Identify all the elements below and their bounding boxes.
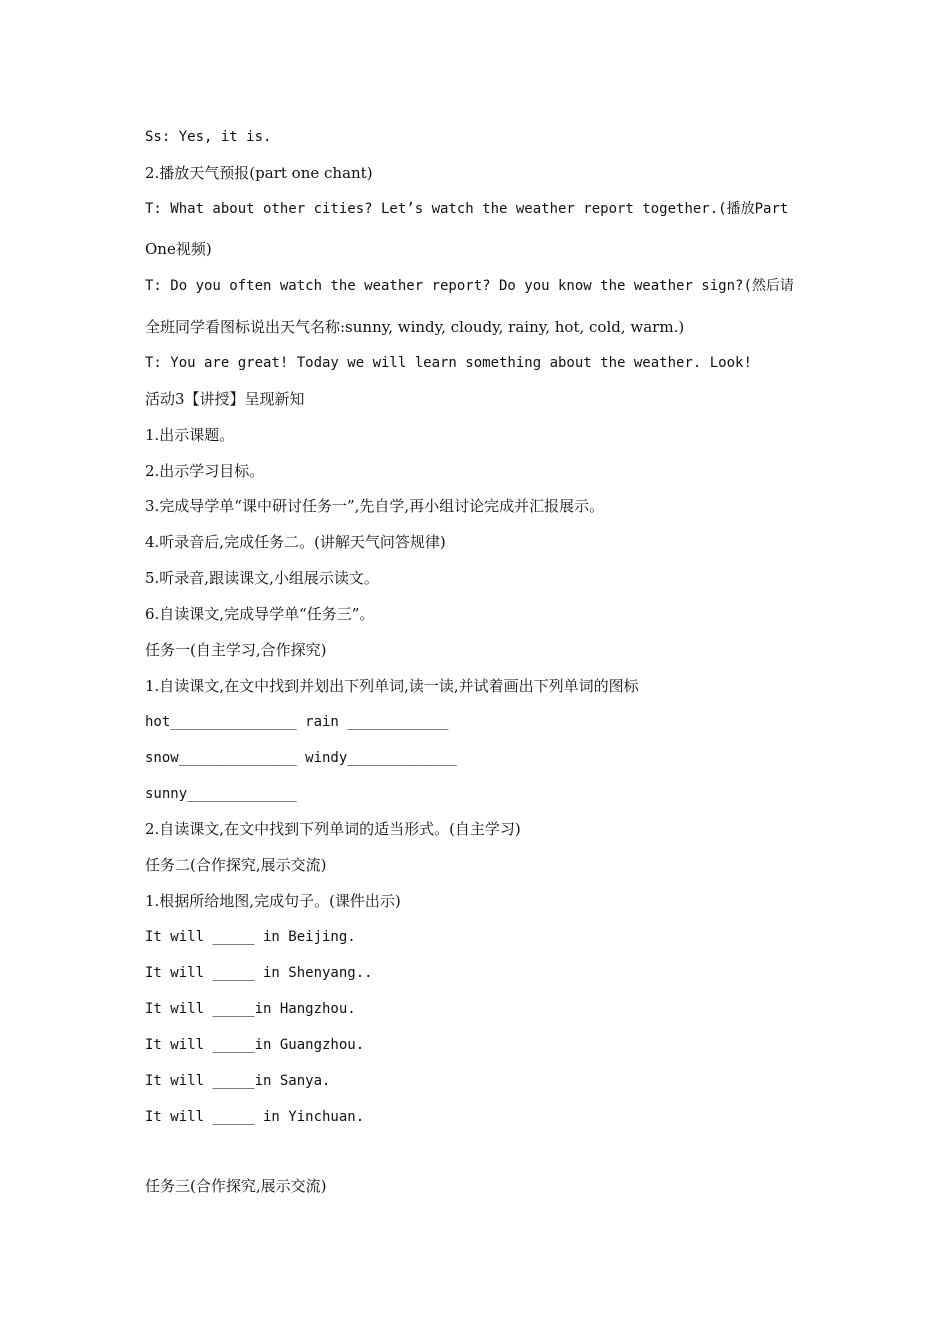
text-line: 2.自读课文,在文中找到下列单词的适当形式。(自主学习) <box>145 820 521 838</box>
fill-blank-line: sunny_____________ <box>145 786 297 802</box>
text-line: 1.根据所给地图,完成句子。(课件出示) <box>145 892 401 910</box>
task-heading: 任务三(合作探究,展示交流) <box>145 1177 327 1195</box>
fill-blank-line: It will _____ in Yinchuan. <box>145 1109 365 1125</box>
text-line: 4.听录音后,完成任务二。(讲解天气问答规律) <box>145 533 446 551</box>
text-line: 1.自读课文,在文中找到并划出下列单词,读一读,并试着画出下列单词的图标 <box>145 677 639 695</box>
text-line: T: Do you often watch the weather report? Do you know the weather sign?(然后请 <box>145 278 794 294</box>
text-line: 5.听录音,跟读课文,小组展示读文。 <box>145 569 379 587</box>
text-line: 3.完成导学单“课中研讨任务一”,先自学,再小组讨论完成并汇报展示。 <box>145 497 605 515</box>
text-line: 1.出示课题。 <box>145 426 235 444</box>
text-line: 全班同学看图标说出天气名称:sunny, windy, cloudy, rainy, hot, cold, warm.) <box>145 318 685 336</box>
fill-blank-line: It will _____in Sanya. <box>145 1073 331 1089</box>
task-heading: 任务一(自主学习,合作探究) <box>145 641 327 659</box>
fill-blank-line: hot_______________ rain ____________ <box>145 714 449 730</box>
text-line: 2.播放天气预报(part one chant) <box>145 164 373 182</box>
fill-blank-line: It will _____ in Beijing. <box>145 929 356 945</box>
text-line: One视频) <box>145 240 212 258</box>
text-line: T: You are great! Today we will learn something about the weather. Look! <box>145 355 752 371</box>
fill-blank-line: snow______________ windy_____________ <box>145 750 457 766</box>
text-line: 6.自读课文,完成导学单“任务三”。 <box>145 605 375 623</box>
fill-blank-line: It will _____in Guangzhou. <box>145 1037 365 1053</box>
text-line: T: What about other cities? Let’s watch the weather report together.(播放Part <box>145 201 789 217</box>
fill-blank-line: It will _____ in Shenyang.. <box>145 965 373 981</box>
fill-blank-line: It will _____in Hangzhou. <box>145 1001 356 1017</box>
text-line: 2.出示学习目标。 <box>145 462 265 480</box>
task-heading: 任务二(合作探究,展示交流) <box>145 856 327 874</box>
section-heading: 活动3【讲授】呈现新知 <box>145 390 305 408</box>
text-line: Ss: Yes, it is. <box>145 129 272 145</box>
